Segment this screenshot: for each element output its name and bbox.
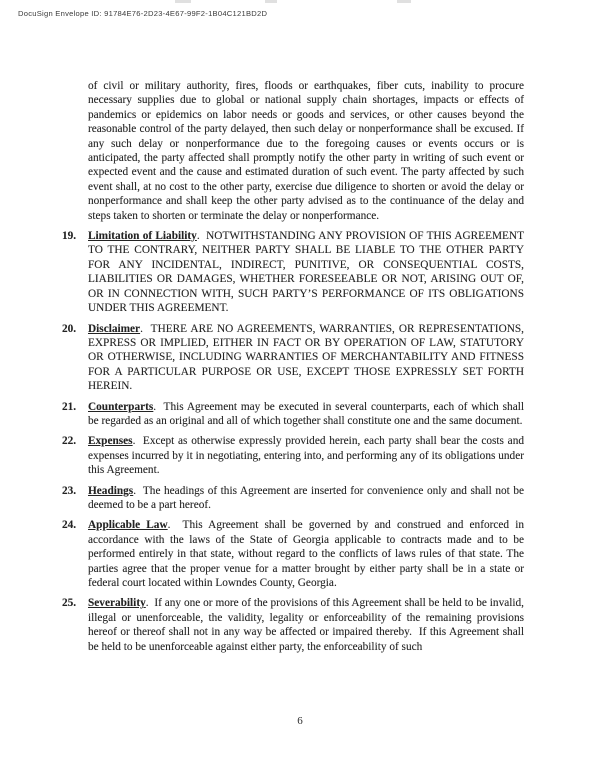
agreement-section: [62, 484, 524, 513]
section-body: [88, 229, 524, 315]
document-body: [62, 79, 524, 654]
section-number: 20.: [62, 322, 77, 335]
section-body: [88, 322, 524, 394]
numbered-sections-list: [62, 229, 524, 654]
section-body: [88, 434, 524, 477]
agreement-section: [62, 434, 524, 477]
section-body: [88, 400, 524, 429]
section-number: 21.: [62, 400, 77, 413]
scan-artifact: [175, 0, 191, 3]
agreement-section: [62, 229, 524, 315]
section-number: 24.: [62, 519, 77, 532]
section-body: [88, 596, 524, 654]
section-text: . This Agreement may be executed in several counterparts, each of which shall be regarded as an original and all of which together shall constitute one and the same document.: [88, 400, 524, 427]
section-text: . THERE ARE NO AGREEMENTS, WARRANTIES, OR REPRESENTATIONS, EXPRESS OR IMPLIED, EITHER IN FACT OR BY OPERATION OF LAW, STATUTORY OR OTHERWISE, INCLUDING WARRANTIES OF MERCHANTABILITY AND FITNESS FOR A PARTICULAR PURPOSE OR USE, EXCEPT THOSE EXPRESSLY SET FORTH HEREIN.: [88, 322, 524, 393]
section-title: Counterparts: [88, 400, 154, 413]
section-number: 22.: [62, 435, 77, 448]
section-title: Applicable Law: [88, 519, 168, 532]
docusign-envelope-id-label: DocuSign Envelope ID: 91784E76-2D23-4E67-99F2-1B04C121BD2D: [18, 9, 268, 18]
section-title: Limitation of Liability: [88, 230, 197, 243]
section-body: [88, 518, 524, 590]
section-title: Expenses: [88, 435, 133, 448]
agreement-section: [62, 400, 524, 429]
section-number: 19.: [62, 230, 77, 243]
section-title: Disclaimer: [88, 322, 141, 335]
section-text: . Except as otherwise expressly provided herein, each party shall bear the costs and expenses incurred by it in negotiating, entering into, and performing any of its obligations under this Agreement.: [88, 435, 524, 477]
section-title: Severability: [88, 597, 146, 610]
scan-artifact: [265, 0, 277, 3]
section-text: . The headings of this Agreement are inserted for convenience only and shall not be deemed to be a part hereof.: [88, 484, 524, 511]
section-number: 23.: [62, 484, 77, 497]
section-text: . If any one or more of the provisions of this Agreement shall be held to be invalid, illegal or unenforceable, the validity, legality or enforceability of the remaining provisions hereof or thereof shall not in any way be affected or impaired thereby. If this Agreement shall be held to be unenforceable against either party, the enforceability of such: [88, 597, 524, 653]
section-text: . NOTWITHSTANDING ANY PROVISION OF THIS AGREEMENT TO THE CONTRARY, NEITHER PARTY SHALL BE LIABLE TO THE OTHER PARTY FOR ANY INCIDENTAL, INDIRECT, PUNITIVE, OR CONSEQUENTIAL COSTS, LIABILITIES OR DAMAGES, WHETHER FORESEEABLE OR NOT, ARISING OUT OF, OR IN CONNECTION WITH, SUCH PARTY’S PERFORMANCE OF ITS OBLIGATIONS UNDER THIS AGREEMENT.: [88, 230, 524, 315]
section-number: 25.: [62, 597, 77, 610]
agreement-section: [62, 518, 524, 590]
continuation-paragraph: of civil or military authority, fires, floods or earthquakes, fiber cuts, inability to procure necessary supplies due to global or national supply chain shortages, impacts or effects of pandemics or epidemics on labor needs or goods and services, or other causes beyond the reasonable control of the party delayed, then such delay or nonperformance shall be excused. If any such delay or nonperformance due to the foregoing causes or events occurs or is anticipated, the party affected shall promptly notify the other party in writing of such event or expected event and the cause and estimated duration of such event. The party affected by such event shall, at no cost to the other party, exercise due diligence to shorten or avoid the delay or nonperformance and shall keep the other party advised as to the continuance of the delay and steps taken to shorten or terminate the delay or nonperformance.: [88, 80, 524, 222]
section-body: [88, 484, 524, 513]
agreement-section: [62, 596, 524, 654]
scan-artifact: [397, 0, 411, 3]
agreement-section: [62, 322, 524, 394]
section-title: Headings: [88, 484, 134, 497]
page-number: 6: [297, 715, 303, 727]
section-text: . This Agreement shall be governed by and construed and enforced in accordance with the laws of the State of Georgia applicable to contracts made and to be performed entirely in that state, without regard to the conflicts of laws rules of that state. The parties agree that the proper venue for a matter brought by either party shall be in a state or federal court located within Lowndes County, Georgia.: [88, 519, 525, 589]
